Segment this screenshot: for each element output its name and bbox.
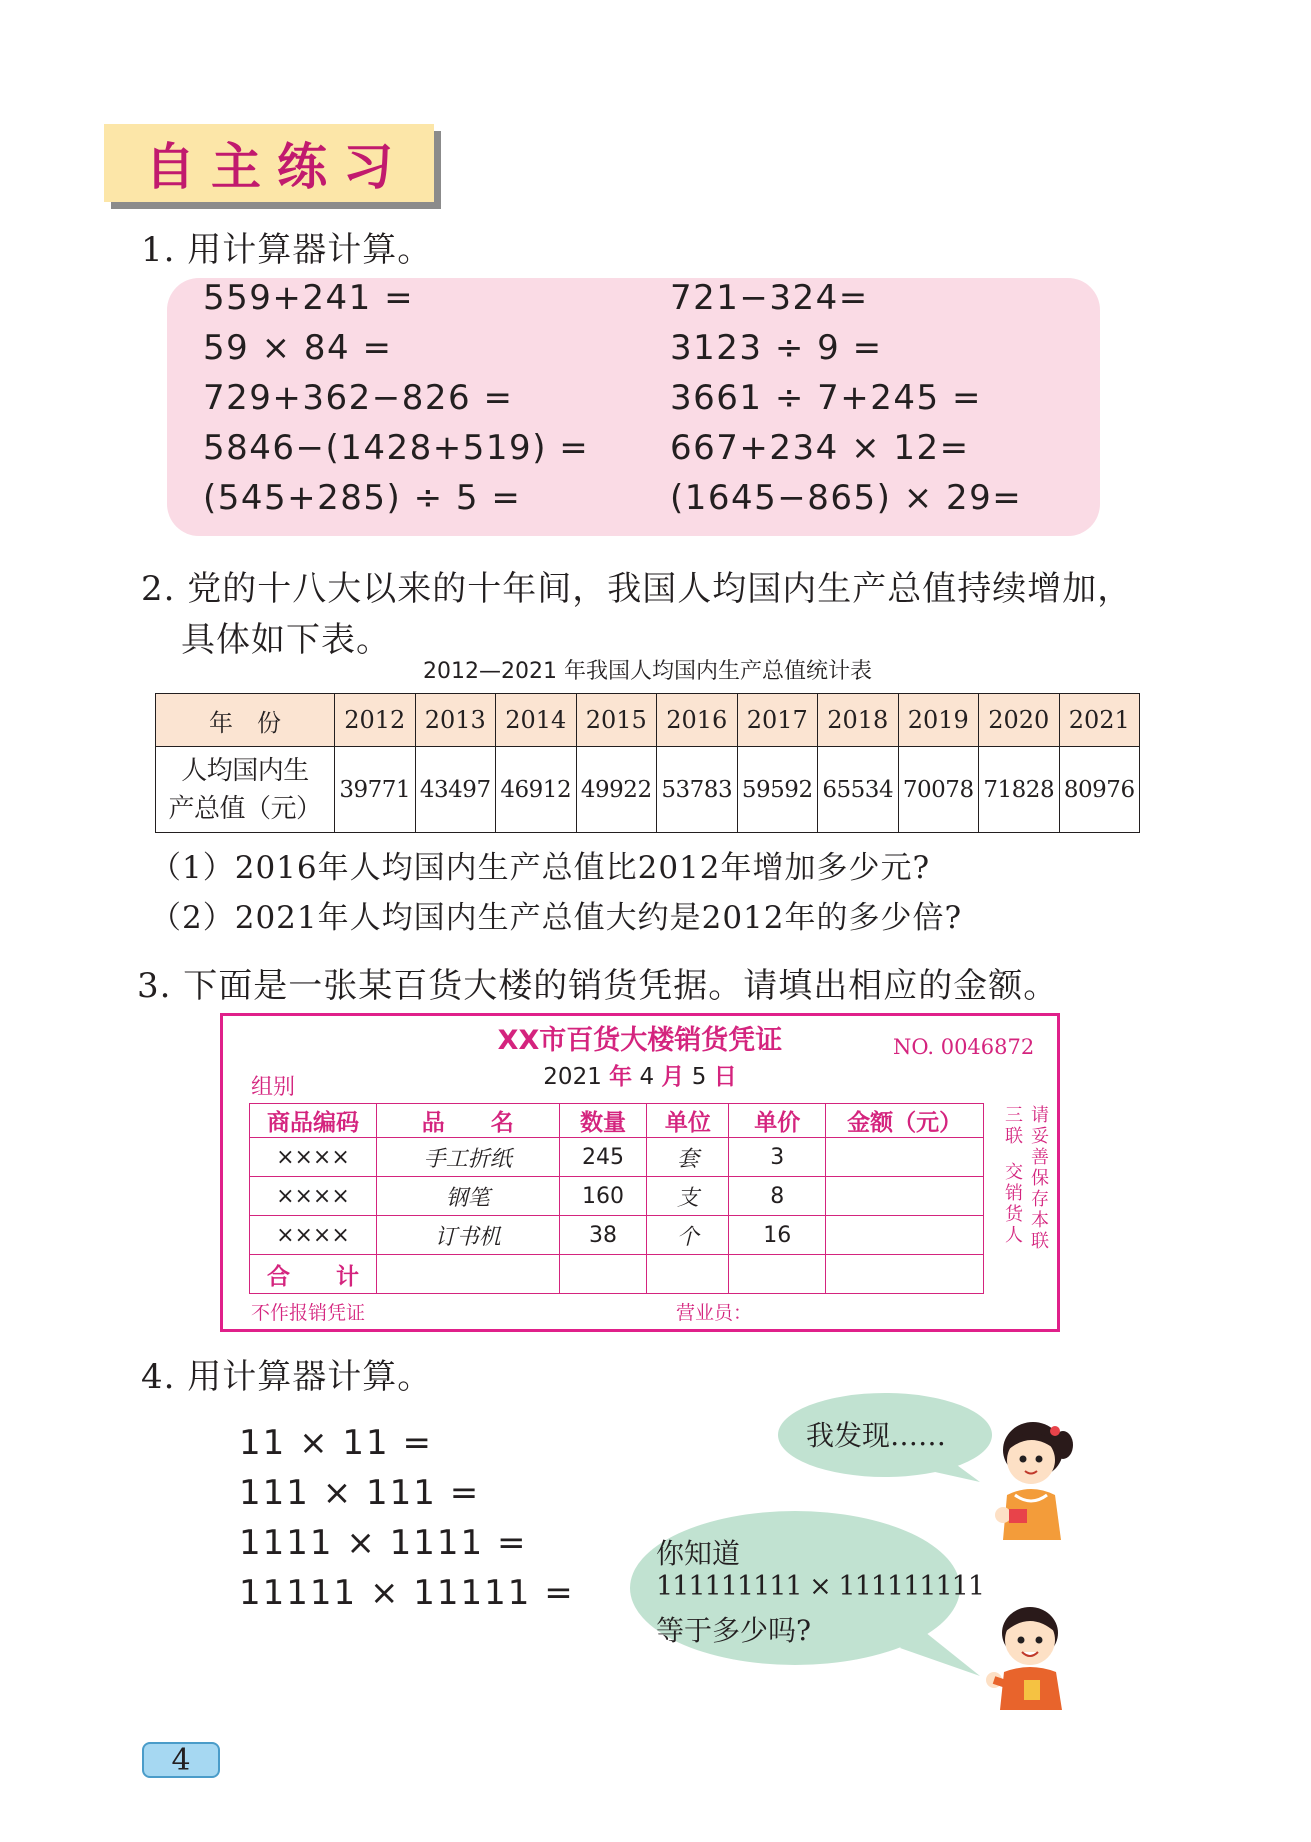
receipt-footer-right: 营业员： xyxy=(676,1302,753,1324)
col-unit: 单位 xyxy=(647,1104,729,1138)
receipt-date xyxy=(220,1058,1060,1091)
bubble1-text: 我发现…… xyxy=(806,1419,947,1452)
value-cell: 80976 xyxy=(1059,747,1140,833)
year-cell: 2015 xyxy=(576,694,657,747)
item-qty: 245 xyxy=(559,1138,647,1177)
total-amount[interactable] xyxy=(826,1255,984,1294)
item-code: ×××× xyxy=(250,1138,377,1177)
q2-title-line2: 具体如下表。 xyxy=(181,620,391,660)
item-unit: 个 xyxy=(647,1216,729,1255)
receipt-row xyxy=(250,1138,984,1177)
receipt-row xyxy=(250,1216,984,1255)
item-price: 3 xyxy=(729,1138,826,1177)
year-cell: 2017 xyxy=(737,694,818,747)
q2-title-line1: 2. 党的十八大以来的十年间，我国人均国内生产总值持续增加， xyxy=(141,569,1133,609)
bubble2-line3: 等于多少吗? xyxy=(656,1614,812,1647)
receipt-title: XX市百货大楼销货凭证 xyxy=(497,1025,783,1056)
total-cell xyxy=(729,1255,826,1294)
value-cell: 71828 xyxy=(979,747,1060,833)
total-cell xyxy=(559,1255,647,1294)
q1-title: 1. 用计算器计算。 xyxy=(141,230,433,270)
item-amount[interactable] xyxy=(826,1177,984,1216)
item-unit: 支 xyxy=(647,1177,729,1216)
q4-eq-2: 111 × 111 = xyxy=(239,1473,481,1513)
q1-left-5: (545+285) ÷ 5 = xyxy=(203,478,522,518)
date-month-unit: 月 xyxy=(661,1064,685,1090)
value-cell: 70078 xyxy=(898,747,979,833)
row-label-line2: 产总值（元） xyxy=(168,793,322,824)
q4-title: 4. 用计算器计算。 xyxy=(141,1357,433,1397)
total-cell xyxy=(376,1255,559,1294)
item-code: ×××× xyxy=(250,1177,377,1216)
q1-left-2: 59 × 84 = xyxy=(203,328,393,368)
col-amount: 金额（元） xyxy=(826,1104,984,1138)
col-code: 商品编码 xyxy=(250,1104,377,1138)
item-code: ×××× xyxy=(250,1216,377,1255)
bubble2-line2: 111111111 × 111111111 xyxy=(656,1571,984,1602)
q2-sub1: （1）2016年人均国内生产总值比2012年增加多少元? xyxy=(150,850,931,886)
item-name: 订书机 xyxy=(376,1216,559,1255)
col-name: 品 名 xyxy=(376,1104,559,1138)
year-cell: 2016 xyxy=(657,694,738,747)
item-unit: 套 xyxy=(647,1138,729,1177)
total-cell xyxy=(647,1255,729,1294)
receipt-row xyxy=(250,1177,984,1216)
date-day: 5 xyxy=(691,1064,707,1090)
year-cell: 2020 xyxy=(979,694,1060,747)
side-text-3: 请妥善保存本联 xyxy=(1031,1105,1049,1252)
date-month: 4 xyxy=(639,1064,655,1090)
receipt-header-row xyxy=(250,1104,984,1138)
item-amount[interactable] xyxy=(826,1138,984,1177)
value-cell: 39771 xyxy=(335,747,416,833)
year-cell: 2013 xyxy=(415,694,496,747)
row-label-line1: 人均国内生 xyxy=(181,755,309,786)
value-cell: 43497 xyxy=(415,747,496,833)
item-name: 钢笔 xyxy=(376,1177,559,1216)
receipt-total-row xyxy=(250,1255,984,1294)
q1-right-4: 667+234 × 12= xyxy=(670,428,970,468)
girl-illustration xyxy=(985,1415,1080,1540)
year-cell: 2019 xyxy=(898,694,979,747)
q4-eq-4: 11111 × 11111 = xyxy=(239,1573,575,1613)
header-label: 年 份 xyxy=(156,694,335,747)
gdp-table xyxy=(155,693,1140,833)
group-label: 组别 xyxy=(251,1075,296,1100)
boy-illustration xyxy=(980,1600,1080,1710)
year-cell: 2014 xyxy=(496,694,577,747)
date-year-unit: 年 xyxy=(609,1064,633,1090)
receipt-table xyxy=(249,1103,984,1294)
q3-title: 3. 下面是一张某百货大楼的销货凭据。请填出相应的金额。 xyxy=(137,966,1059,1006)
section-title: 自主练习 xyxy=(145,138,409,196)
table-header-row xyxy=(156,694,1140,747)
q1-right-3: 3661 ÷ 7+245 = xyxy=(670,378,982,418)
side-text-2: 交销货人 xyxy=(1005,1162,1023,1246)
year-cell: 2021 xyxy=(1059,694,1140,747)
item-price: 16 xyxy=(729,1216,826,1255)
q1-right-5: (1645−865) × 29= xyxy=(670,478,1023,518)
table-title: 2012—2021 年我国人均国内生产总值统计表 xyxy=(423,659,872,684)
item-qty: 38 xyxy=(559,1216,647,1255)
value-cell: 49922 xyxy=(576,747,657,833)
page-number: 4 xyxy=(142,1742,220,1778)
q4-eq-3: 1111 × 1111 = xyxy=(239,1523,528,1563)
q2-sub2: （2）2021年人均国内生产总值大约是2012年的多少倍? xyxy=(150,900,963,936)
q1-right-1: 721−324= xyxy=(670,278,869,318)
value-cell: 65534 xyxy=(818,747,899,833)
col-qty: 数量 xyxy=(559,1104,647,1138)
date-day-unit: 日 xyxy=(713,1064,737,1090)
receipt-number: NO. 0046872 xyxy=(893,1035,1035,1059)
date-year: 2021 xyxy=(543,1064,602,1090)
value-cell: 53783 xyxy=(657,747,738,833)
q1-left-1: 559+241 = xyxy=(203,278,415,318)
value-cell: 59592 xyxy=(737,747,818,833)
item-name: 手工折纸 xyxy=(376,1138,559,1177)
receipt-footer-left: 不作报销凭证 xyxy=(251,1302,366,1324)
bubble2-line1: 你知道 xyxy=(656,1537,741,1570)
item-amount[interactable] xyxy=(826,1216,984,1255)
q1-left-4: 5846−(1428+519) = xyxy=(203,428,590,468)
q4-eq-1: 11 × 11 = xyxy=(239,1423,433,1463)
total-label: 合 计 xyxy=(250,1255,377,1294)
year-cell: 2012 xyxy=(335,694,416,747)
side-text-1: 三联 xyxy=(1005,1105,1023,1147)
row-label xyxy=(156,747,335,833)
col-price: 单价 xyxy=(729,1104,826,1138)
year-cell: 2018 xyxy=(818,694,899,747)
table-value-row xyxy=(156,747,1140,833)
item-price: 8 xyxy=(729,1177,826,1216)
q1-left-3: 729+362−826 = xyxy=(203,378,514,418)
section-banner xyxy=(104,124,434,202)
value-cell: 46912 xyxy=(496,747,577,833)
q1-right-2: 3123 ÷ 9 = xyxy=(670,328,883,368)
item-qty: 160 xyxy=(559,1177,647,1216)
